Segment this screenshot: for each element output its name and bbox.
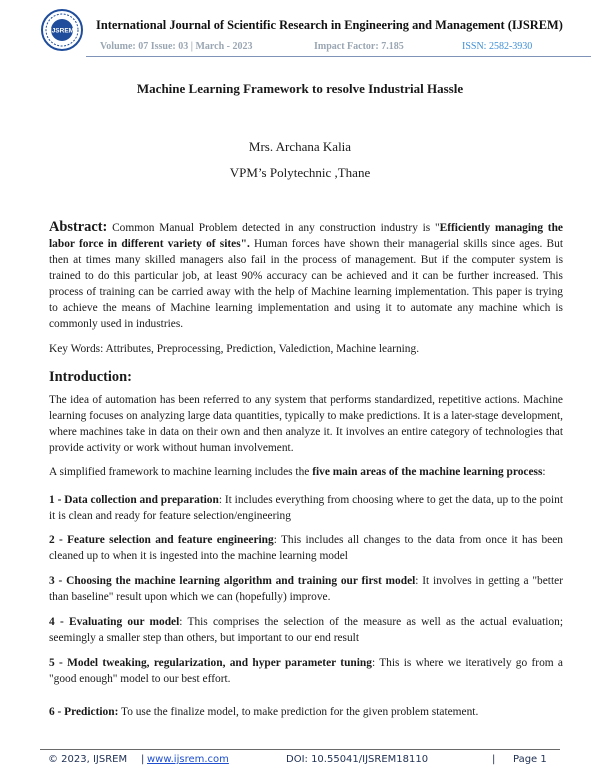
footer-separator: | xyxy=(141,754,145,765)
step-label: 3 - Choosing the machine learning algorithm and training our first model xyxy=(49,575,416,587)
intro-paragraph-2-end: : xyxy=(542,466,546,478)
footer-page-number: Page 1 xyxy=(513,754,547,765)
introduction-heading: Introduction: xyxy=(49,369,132,385)
abstract-heading: Abstract: xyxy=(49,219,108,235)
step-item xyxy=(49,492,563,524)
intro-paragraph-2 xyxy=(49,464,563,480)
step-label: 5 - Model tweaking, regularization, and hyper parameter tuning xyxy=(49,657,372,669)
step-label: 6 - Prediction: xyxy=(49,706,119,718)
step-label: 1 - Data collection and preparation xyxy=(49,494,219,506)
footer-website-link[interactable]: www.ijsrem.com xyxy=(147,754,229,765)
intro-paragraph-2-text: A simplified framework to machine learning includes the xyxy=(49,466,313,478)
step-item xyxy=(49,655,563,687)
author-name: Mrs. Archana Kalia xyxy=(248,139,352,154)
intro-paragraph-2-bold: five main areas of the machine learning process xyxy=(312,466,543,478)
step-item xyxy=(49,573,563,605)
abstract-bold: Efficiently managing the labor force in different variety of sites". xyxy=(49,222,563,250)
impact-factor: Impact Factor: 7.185 xyxy=(314,41,404,52)
abstract-paragraph xyxy=(49,219,563,332)
author-affiliation: VPM’s Polytechnic ,Thane xyxy=(229,165,371,180)
header-divider xyxy=(86,56,591,57)
intro-paragraph-1: The idea of automation has been referred to any system that performs standardized, repetitive actions. Machine learning focuses on analyzing large data quantities, typically to make predictions. It is a later-stage development, where machines take in data on their own and then analyze it. It involves an entire category of technologies that provide activity or work without human involvement. xyxy=(49,394,563,454)
abstract-text-2: Human forces have shown their managerial skills since ages. But then at times many skilled managers also fail in the process of management. But if the computer system is trained to do this particular job, at least 90% accuracy can be achieved and it can be further increased. This process of training can be carried away with the help of Machine learning implementation. This paper is trying to achieve the means of Machine learning implementation and using it to automate any machine which is commonly used in industries. xyxy=(49,238,563,330)
footer-divider xyxy=(40,749,560,750)
step-text: : It includes everything from choosing where to get the data, up to the point it is clean and ready for feature selection/engineering xyxy=(49,494,563,522)
journal-logo xyxy=(40,8,84,52)
footer-copyright: © 2023, IJSREM xyxy=(48,754,128,765)
logo-text: IJSREM xyxy=(49,27,75,35)
footer-separator: | xyxy=(492,754,496,765)
journal-title: International Journal of Scientific Research in Engineering and Management (IJSREM) xyxy=(96,18,563,32)
abstract-text-1: Common Manual Problem detected in any construction industry is " xyxy=(107,222,440,234)
footer-doi: DOI: 10.55041/IJSREM18110 xyxy=(286,754,429,765)
step-label: 2 - Feature selection and feature engineering xyxy=(49,534,274,546)
keywords: Key Words: Attributes, Preprocessing, Prediction, Valediction, Machine learning. xyxy=(49,343,420,355)
step-item xyxy=(49,532,563,564)
step-text: : This comprises the selection of the measure as well as the actual evaluation; seemingly a smaller step than others, but important to our end result xyxy=(49,616,563,644)
step-text: : It involves in getting a "better than baseline" result upon which we can (hopefully) improve. xyxy=(49,575,563,603)
step-item xyxy=(49,704,563,720)
paper-title: Machine Learning Framework to resolve Industrial Hassle xyxy=(136,81,464,96)
step-text: To use the finalize model, to make prediction for the given problem statement. xyxy=(118,706,479,718)
volume-info: Volume: 07 Issue: 03 | March - 2023 xyxy=(100,41,253,52)
step-text: : This is where we iteratively go from a "good enough" model to our best effort. xyxy=(49,657,563,685)
step-item xyxy=(49,614,563,646)
issn: ISSN: 2582-3930 xyxy=(462,41,533,52)
step-label: 4 - Evaluating our model xyxy=(49,616,180,628)
step-text: : This includes all changes to the data from once it has been cleaned up to when it is ingested into the machine learning model xyxy=(49,534,563,562)
